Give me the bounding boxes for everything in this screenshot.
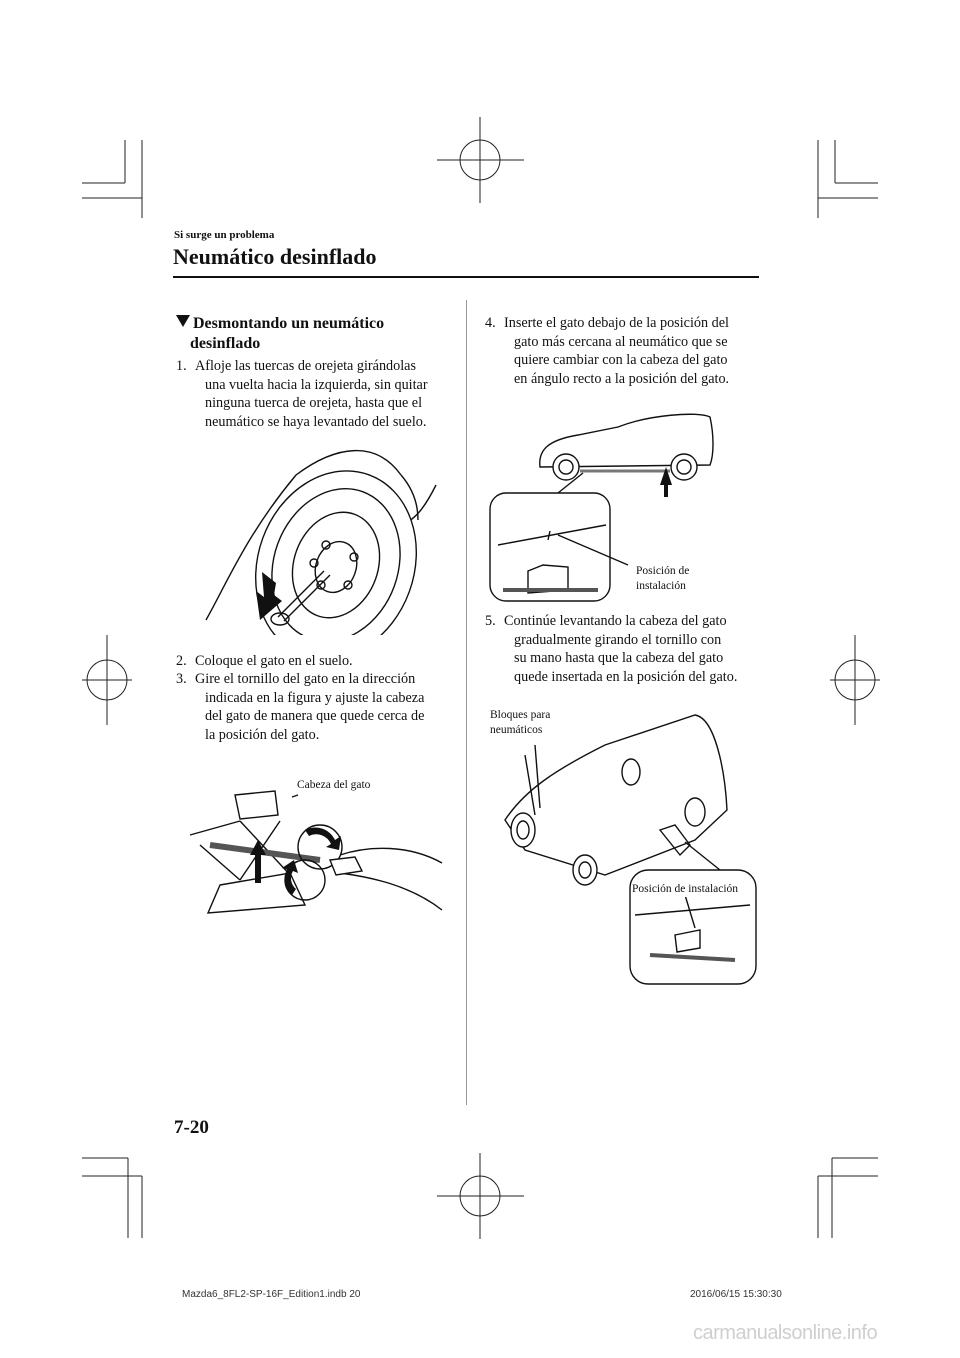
- jack-illustration: [180, 785, 445, 925]
- footer-filename: Mazda6_8FL2-SP-16F_Edition1.indb 20: [182, 1289, 361, 1300]
- step-text-line: gato más cercana al neumático que se: [514, 333, 728, 350]
- step-text-line: una vuelta hacia la izquierda, sin quitar: [205, 376, 428, 393]
- footer-timestamp: 2016/06/15 15:30:30: [690, 1289, 782, 1300]
- page-number: 7-20: [174, 1117, 209, 1138]
- page-title: Neumático desinflado: [173, 244, 377, 269]
- triangle-bullet-icon: [176, 315, 190, 327]
- step-number: 4.: [485, 315, 496, 331]
- step-number: 2.: [176, 653, 187, 669]
- install-position-full-label: Posición de instalación: [632, 883, 739, 895]
- step-text-line: quiere cambiar con la cabeza del gato: [514, 352, 728, 368]
- step-text-line: Coloque el gato en el suelo.: [195, 653, 353, 669]
- step-text-line: en ángulo recto a la posición del gato.: [514, 370, 730, 387]
- subsection-heading-line1: Desmontando un neumático: [193, 315, 385, 332]
- step-text-line: la posición del gato.: [205, 726, 320, 743]
- install-position-label-line2: instalación: [636, 580, 686, 592]
- subsection-heading: [176, 314, 456, 354]
- step-4: [485, 314, 770, 388]
- step-text-line: gradualmente girando el tornillo con: [514, 631, 722, 648]
- jack-position-side-view-illustration: [488, 405, 728, 605]
- step-number: 3.: [176, 671, 187, 687]
- step-number: 5.: [485, 613, 496, 629]
- step-text-line: Inserte el gato debajo de la posición del: [504, 315, 729, 331]
- step-text-line: neumático se haya levantado del suelo.: [205, 413, 427, 430]
- step-text-line: indicada en la figura y ajuste la cabeza: [205, 689, 425, 706]
- step-3: [176, 670, 461, 744]
- watermark: carmanualsonline.info: [693, 1322, 878, 1344]
- chapter-label: Si surge un problema: [174, 229, 275, 241]
- step-text-line: del gato de manera que quede cerca de: [205, 708, 425, 724]
- install-position-label: [636, 564, 689, 594]
- column-divider: [466, 300, 467, 1105]
- step-text-line: su mano hasta que la cabeza del gato: [514, 650, 724, 666]
- step-text-line: Afloje las tuercas de orejeta girándolas: [195, 358, 416, 374]
- subsection-heading-line2: desinflado: [190, 335, 261, 352]
- step-text-line: Gire el tornillo del gato en la dirección: [195, 671, 416, 687]
- step-number: 1.: [176, 358, 187, 374]
- jack-position-perspective-illustration: [495, 710, 760, 990]
- step-2: [176, 652, 461, 671]
- step-text-line: quede insertada en la posición del gato.: [514, 668, 738, 685]
- wheel-lug-wrench-illustration: [186, 445, 446, 635]
- wheel-blocks-label-line1: Bloques para: [490, 709, 551, 721]
- jack-head-label: Cabeza del gato: [297, 779, 371, 791]
- step-5: [485, 612, 770, 686]
- step-text-line: ninguna tuerca de orejeta, hasta que el: [205, 395, 423, 411]
- wheel-blocks-label-line2: neumáticos: [490, 724, 543, 736]
- header-divider: [173, 276, 759, 278]
- install-position-label-line1: Posición de: [636, 565, 690, 577]
- step-text-line: Continúe levantando la cabeza del gato: [504, 613, 727, 629]
- step-1: [176, 357, 461, 431]
